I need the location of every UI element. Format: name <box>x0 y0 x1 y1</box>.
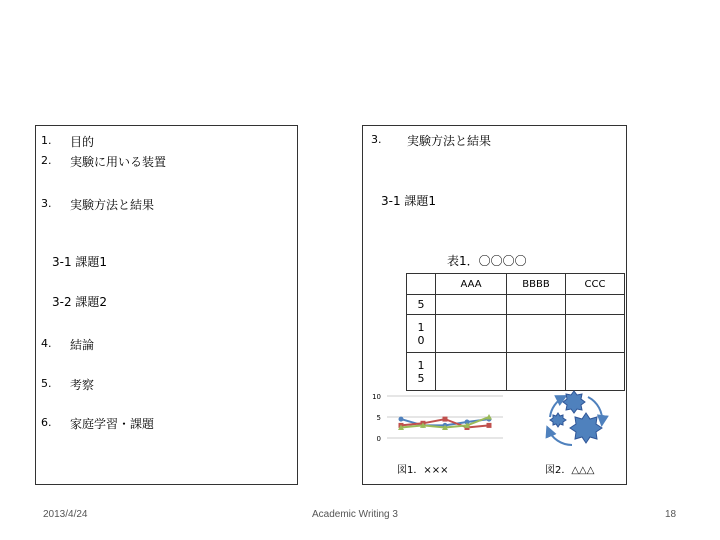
y-tick-label: 5 <box>376 414 381 422</box>
page-number: 18 <box>665 509 677 520</box>
item-number: 6. <box>41 416 52 429</box>
item-number: 5. <box>41 377 52 390</box>
item-number: 1. <box>41 134 52 147</box>
figure2-caption: 図2．△△△ <box>545 465 595 476</box>
row-label: 1 0 <box>407 315 436 353</box>
table-cell <box>436 295 507 315</box>
column-header: BBBB <box>507 274 566 295</box>
data-point <box>487 423 492 428</box>
y-tick-label: 0 <box>376 435 381 443</box>
footer-title: Academic Writing 3 <box>312 509 398 520</box>
table-cell <box>507 295 566 315</box>
row-label: 1 5 <box>407 353 436 391</box>
table-row <box>407 353 625 391</box>
section-heading: 実験方法と結果 <box>407 134 492 148</box>
data-table <box>406 273 625 391</box>
cycle-arrow <box>548 429 572 445</box>
line-chart <box>363 388 513 448</box>
cycle-diagram <box>536 389 612 455</box>
table-cell <box>507 315 566 353</box>
item-homework: 家庭学習・課題 <box>70 417 155 431</box>
column-header: CCC <box>566 274 625 295</box>
table-cell <box>436 315 507 353</box>
y-tick-label: 10 <box>372 393 381 401</box>
heading-number: 3. <box>371 133 382 146</box>
subitem-task2: 3-2 課題2 <box>52 295 108 309</box>
subitem-task1: 3-1 課題1 <box>52 255 108 269</box>
item-number: 3. <box>41 197 52 210</box>
subheading: 3-1 課題1 <box>381 194 437 208</box>
item-conclusion: 結論 <box>70 338 95 352</box>
table-row <box>407 295 625 315</box>
table-cell <box>566 353 625 391</box>
data-point <box>443 417 448 422</box>
table-row <box>407 315 625 353</box>
cycle-node-tiny <box>550 413 566 427</box>
table-corner <box>407 274 436 295</box>
table-cell <box>436 353 507 391</box>
table-cell <box>566 295 625 315</box>
outline-panel <box>35 125 298 485</box>
row-label: 5 <box>407 295 436 315</box>
data-point <box>399 417 404 422</box>
item-method-results: 実験方法と結果 <box>70 198 155 212</box>
item-equipment: 実験に用いる装置 <box>70 155 167 169</box>
cycle-node-small <box>563 391 585 413</box>
figure1-caption: 図1．××× <box>397 465 449 476</box>
table-caption: 表1．〇〇〇〇 <box>447 254 527 268</box>
column-header: AAA <box>436 274 507 295</box>
item-number: 2. <box>41 154 52 167</box>
item-number: 4. <box>41 337 52 350</box>
cycle-node-large <box>570 413 602 443</box>
footer-date: 2013/4/24 <box>43 509 88 520</box>
detail-panel <box>362 125 627 485</box>
item-discussion: 考察 <box>70 378 95 392</box>
table-cell <box>566 315 625 353</box>
table-cell <box>507 353 566 391</box>
item-purpose: 目的 <box>70 135 95 149</box>
